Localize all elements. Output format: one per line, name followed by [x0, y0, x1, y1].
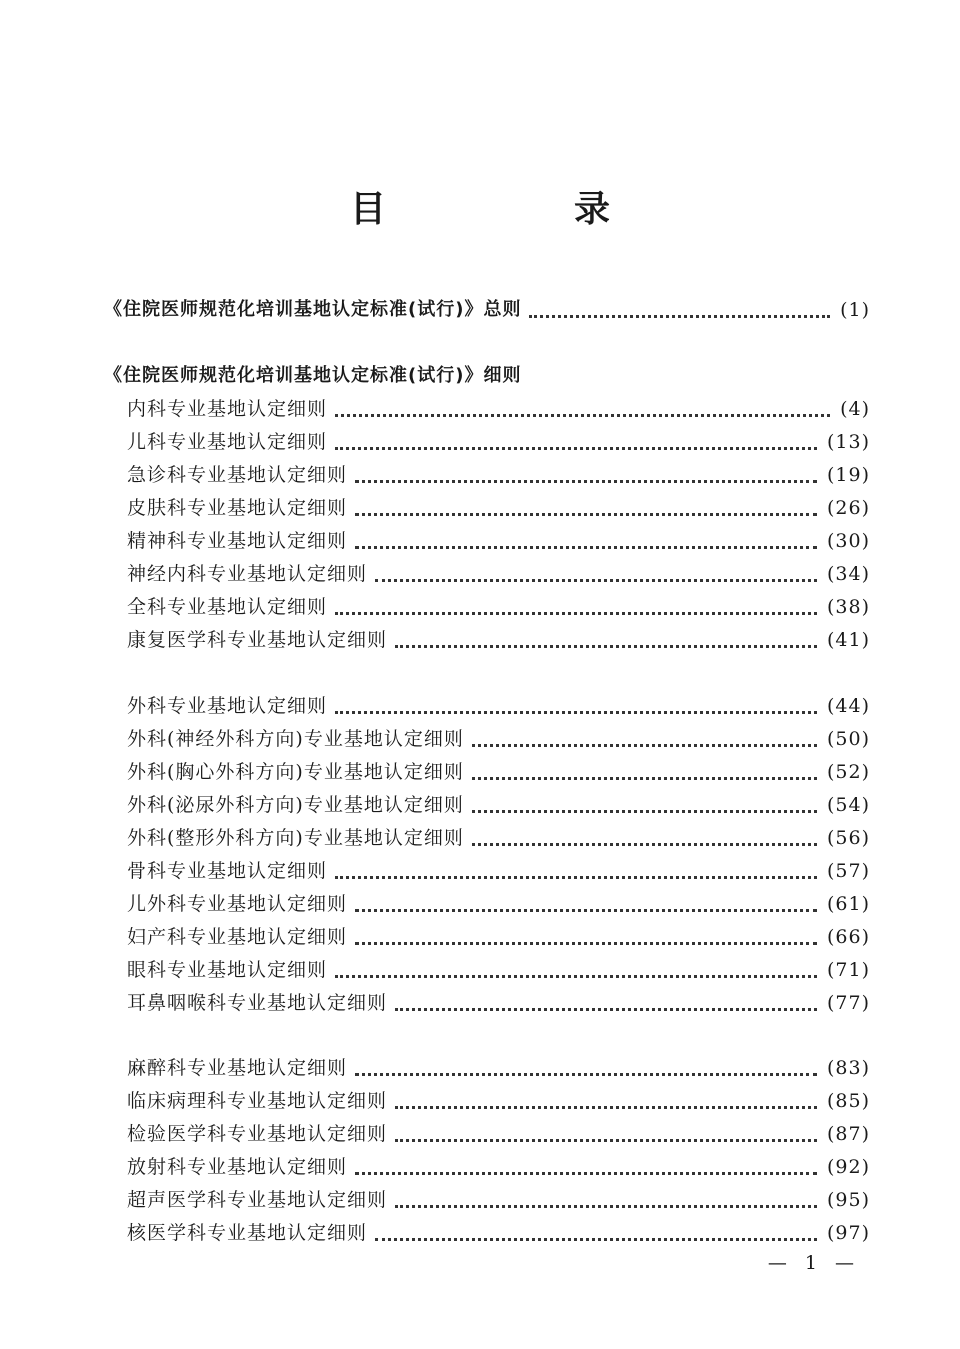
toc-entry-label: 超声医学科专业基地认定细则 — [127, 1189, 388, 1211]
toc-entry-label: 核医学科专业基地认定细则 — [127, 1222, 368, 1244]
toc-entry[interactable] — [0, 758, 960, 786]
page-number: — 1 — — [767, 1252, 860, 1274]
toc-entry-label: 外科(泌尿外科方向)专业基地认定细则 — [127, 794, 464, 816]
toc-entry-label: 儿外科专业基地认定细则 — [127, 893, 348, 915]
toc-leader — [395, 1139, 817, 1142]
toc-section-label: 《住院医师规范化培训基地认定标准(试行)》细则 — [104, 365, 522, 386]
toc-entry-page: (44) — [826, 695, 870, 717]
toc-entry-page: (83) — [826, 1057, 870, 1079]
toc-entry-label: 外科(胸心外科方向)专业基地认定细则 — [127, 761, 464, 783]
toc-entry[interactable] — [0, 956, 960, 984]
toc-leader — [335, 447, 817, 450]
toc-entry-label: 内科专业基地认定细则 — [127, 398, 328, 420]
toc-leader — [395, 1008, 817, 1011]
toc-entry-page: (38) — [826, 596, 870, 618]
toc-entry[interactable] — [0, 791, 960, 819]
toc-leader — [472, 843, 817, 846]
toc-entry-page: (85) — [826, 1090, 870, 1112]
toc-entry-page: (71) — [826, 959, 870, 981]
toc-entry[interactable] — [0, 494, 960, 522]
toc-entry-label: 检验医学科专业基地认定细则 — [127, 1123, 388, 1145]
toc-entry-page: (34) — [826, 563, 870, 585]
toc-entry-page: (77) — [826, 992, 870, 1014]
toc-entry-page: (87) — [826, 1123, 870, 1145]
toc-entry[interactable] — [0, 1087, 960, 1115]
toc-leader — [355, 513, 817, 516]
toc-entry-page: (66) — [826, 926, 870, 948]
toc-entry-label: 麻醉科专业基地认定细则 — [127, 1057, 348, 1079]
toc-entry[interactable] — [0, 824, 960, 852]
toc-entry[interactable] — [0, 1153, 960, 1181]
toc-entry-page: (92) — [826, 1156, 870, 1178]
toc-entry[interactable] — [0, 1219, 960, 1247]
toc-entry-label: 妇产科专业基地认定细则 — [127, 926, 348, 948]
toc-entry[interactable] — [0, 890, 960, 918]
toc-entry-label: 临床病理科专业基地认定细则 — [127, 1090, 388, 1112]
toc-entry-label: 精神科专业基地认定细则 — [127, 530, 348, 552]
toc-entry[interactable] — [0, 428, 960, 456]
toc-entry[interactable] — [0, 560, 960, 588]
toc-entry-page: (19) — [826, 464, 870, 486]
toc-leader — [355, 909, 817, 912]
toc-entry-page: (54) — [826, 794, 870, 816]
toc-entry-label: 《住院医师规范化培训基地认定标准(试行)》总则 — [104, 299, 522, 320]
toc-entry-page: (1) — [840, 299, 870, 321]
toc-leader — [472, 810, 817, 813]
toc-entry[interactable] — [0, 1186, 960, 1214]
toc-entry-label: 急诊科专业基地认定细则 — [127, 464, 348, 486]
toc-leader — [375, 1238, 817, 1241]
toc-entry-page: (13) — [826, 431, 870, 453]
toc-leader — [529, 315, 830, 318]
toc-leader — [335, 876, 817, 879]
toc-leader — [335, 711, 817, 714]
toc-leader — [335, 975, 817, 978]
toc-entry-label: 外科专业基地认定细则 — [127, 695, 328, 717]
toc-entry-page: (30) — [826, 530, 870, 552]
toc-entry-general[interactable] — [0, 296, 960, 324]
toc-leader — [355, 942, 817, 945]
toc-entry-label: 眼科专业基地认定细则 — [127, 959, 328, 981]
page-title: 目 录 — [349, 189, 686, 230]
toc-entry-page: (50) — [826, 728, 870, 750]
toc-entry-page: (26) — [826, 497, 870, 519]
toc-entry-label: 放射科专业基地认定细则 — [127, 1156, 348, 1178]
toc-leader — [472, 777, 817, 780]
toc-leader — [355, 546, 817, 549]
toc-leader — [355, 480, 817, 483]
toc-entry-page: (57) — [826, 860, 870, 882]
toc-entry[interactable] — [0, 461, 960, 489]
toc-entry[interactable] — [0, 626, 960, 654]
toc-entry[interactable] — [0, 857, 960, 885]
toc-entry-label: 全科专业基地认定细则 — [127, 596, 328, 618]
toc-entry[interactable] — [0, 1120, 960, 1148]
toc-entry-label: 神经内科专业基地认定细则 — [127, 563, 368, 585]
toc-entry-page: (52) — [826, 761, 870, 783]
toc-entry-page: (4) — [840, 398, 870, 420]
toc-leader — [375, 579, 817, 582]
toc-entry-label: 皮肤科专业基地认定细则 — [127, 497, 348, 519]
toc-entry-page: (41) — [826, 629, 870, 651]
toc-leader — [355, 1073, 817, 1076]
toc-entry[interactable] — [0, 725, 960, 753]
toc-entry-page: (56) — [826, 827, 870, 849]
toc-entry[interactable] — [0, 989, 960, 1017]
toc-entry-page: (61) — [826, 893, 870, 915]
toc-entry[interactable] — [0, 1054, 960, 1082]
toc-leader — [395, 1106, 817, 1109]
toc-leader — [335, 414, 830, 417]
toc-leader — [395, 1205, 817, 1208]
toc-entry[interactable] — [0, 923, 960, 951]
toc-entry-page: (97) — [826, 1222, 870, 1244]
toc-entry-label: 康复医学科专业基地认定细则 — [127, 629, 388, 651]
toc-entry[interactable] — [0, 395, 960, 423]
toc-section-heading — [0, 362, 960, 390]
toc-entry-label: 外科(整形外科方向)专业基地认定细则 — [127, 827, 464, 849]
toc-leader — [395, 645, 817, 648]
toc-entry-label: 骨科专业基地认定细则 — [127, 860, 328, 882]
toc-entry-page: (95) — [826, 1189, 870, 1211]
toc-entry[interactable] — [0, 593, 960, 621]
toc-entry-label: 外科(神经外科方向)专业基地认定细则 — [127, 728, 464, 750]
toc-entry-label: 耳鼻咽喉科专业基地认定细则 — [127, 992, 388, 1014]
toc-entry[interactable] — [0, 692, 960, 720]
toc-leader — [335, 612, 817, 615]
toc-entry-label: 儿科专业基地认定细则 — [127, 431, 328, 453]
toc-entry[interactable] — [0, 527, 960, 555]
toc-leader — [355, 1172, 817, 1175]
toc-leader — [472, 744, 817, 747]
